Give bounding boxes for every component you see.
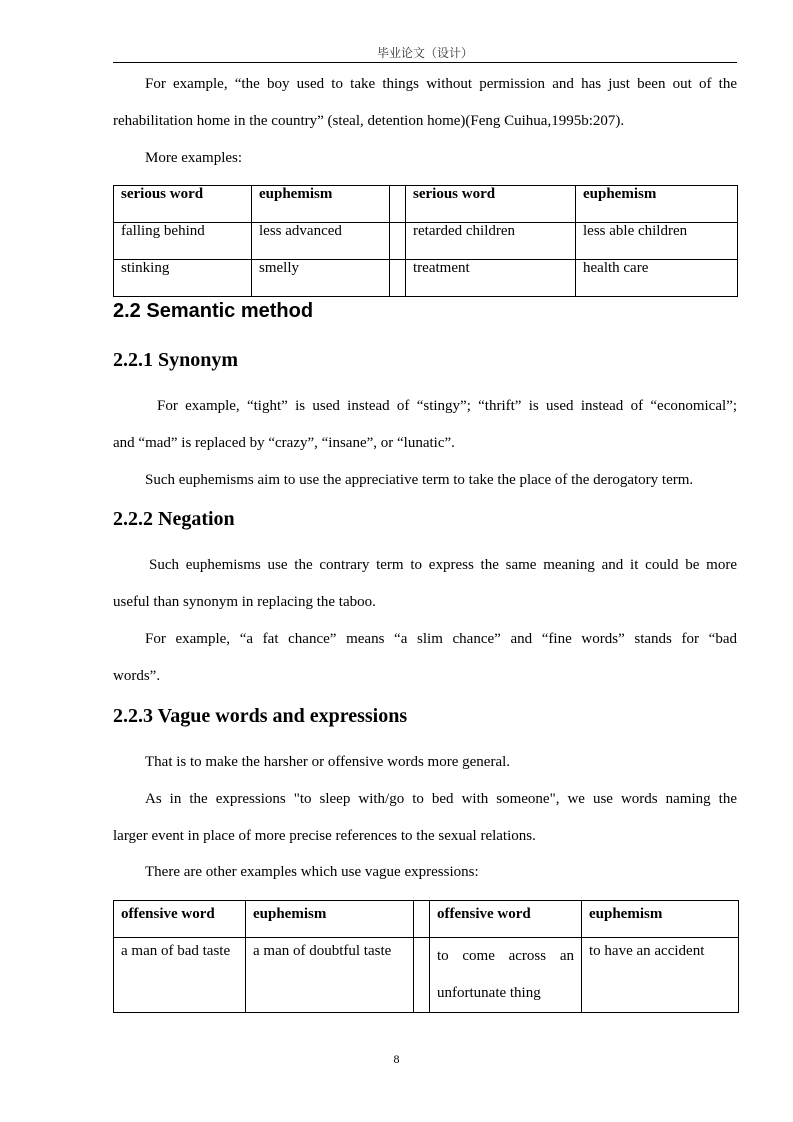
table-cell: smelly: [252, 260, 390, 297]
table-spacer-cell: [390, 260, 406, 297]
section-heading-2-2-3: 2.2.3 Vague words and expressions: [113, 705, 408, 727]
table-cell: falling behind: [114, 223, 252, 260]
section-heading-2-2: 2.2 Semantic method: [113, 300, 314, 322]
table-header-cell: euphemism: [252, 186, 390, 223]
paragraph-other-examples: [113, 854, 737, 891]
paragraph-line: Such euphemisms use the contrary term to express the same meaning and it could be more: [149, 557, 737, 573]
table-cell: to come across an unfortunate thing: [430, 938, 582, 1013]
paragraph-example-steal: [113, 66, 737, 140]
table-cell: a man of bad taste: [114, 938, 246, 1013]
table-cell: a man of doubtful taste: [246, 938, 414, 1013]
paragraph-vague-definition: [113, 744, 737, 781]
table-header-row: [114, 186, 738, 223]
section-heading-2-2-2: 2.2.2 Negation: [113, 508, 235, 530]
paragraph-line: As in the expressions "to sleep with/go to bed with someone", we use words naming the: [145, 791, 737, 807]
table-header-cell: offensive word: [430, 901, 582, 938]
table-cell: less able children: [576, 223, 738, 260]
euphemism-table-1: [113, 185, 738, 297]
table-header-cell: euphemism: [582, 901, 739, 938]
table-header-cell: euphemism: [576, 186, 738, 223]
table-row: [114, 938, 739, 1013]
paragraph-line: Such euphemisms aim to use the appreciative term to take the place of the derogatory term.: [145, 472, 694, 488]
table-spacer-cell: [414, 938, 430, 1013]
header-rule: [113, 62, 737, 63]
paragraph-synonym-aim: [113, 462, 737, 499]
paragraph-line: and “mad” is replaced by “crazy”, “insane”, or “lunatic”.: [113, 435, 455, 451]
paragraph-more-examples: [113, 140, 737, 177]
paragraph-line: useful than synonym in replacing the taboo.: [113, 594, 376, 610]
table-cell: less advanced: [252, 223, 390, 260]
table-header-cell: euphemism: [246, 901, 414, 938]
table-row: [114, 260, 738, 297]
table-spacer-cell: [390, 186, 406, 223]
table-header-row: [114, 901, 739, 938]
table-header-cell: serious word: [114, 186, 252, 223]
paragraph-line: For example, “a fat chance” means “a slim chance” and “fine words” stands for “bad: [145, 631, 737, 647]
table-cell: retarded children: [406, 223, 576, 260]
table-spacer-cell: [414, 901, 430, 938]
paragraph-line: larger event in place of more precise references to the sexual relations.: [113, 828, 536, 844]
paragraph-line: More examples:: [145, 150, 243, 166]
table-cell: stinking: [114, 260, 252, 297]
page-number: 8: [393, 1052, 400, 1066]
table-header-cell: serious word: [406, 186, 576, 223]
section-heading-2-2-1: 2.2.1 Synonym: [113, 349, 239, 371]
table-cell: health care: [576, 260, 738, 297]
paragraph-synonym-example: [113, 388, 737, 462]
paragraph-negation-example: [113, 621, 737, 695]
running-header: 毕业论文（设计）: [376, 46, 473, 60]
table-cell: to have an accident: [582, 938, 739, 1013]
paragraph-line: For example, “the boy used to take things without permission and has just been out of the: [145, 76, 737, 92]
paragraph-line: That is to make the harsher or offensive words more general.: [145, 754, 511, 770]
table-header-cell: offensive word: [114, 901, 246, 938]
euphemism-table-2: [113, 900, 739, 1013]
paragraph-negation-definition: [113, 547, 737, 621]
paragraph-vague-example: [113, 781, 737, 855]
table-row: [114, 223, 738, 260]
paragraph-line: words”.: [113, 668, 161, 684]
table-spacer-cell: [390, 223, 406, 260]
paragraph-line: For example, “tight” is used instead of “stingy”; “thrift” is used instead of “economical”;: [157, 398, 737, 414]
paragraph-line: rehabilitation home in the country” (steal, detention home)(Feng Cuihua,1995b:207).: [113, 113, 625, 129]
table-cell: treatment: [406, 260, 576, 297]
paragraph-line: There are other examples which use vague expressions:: [145, 864, 479, 880]
